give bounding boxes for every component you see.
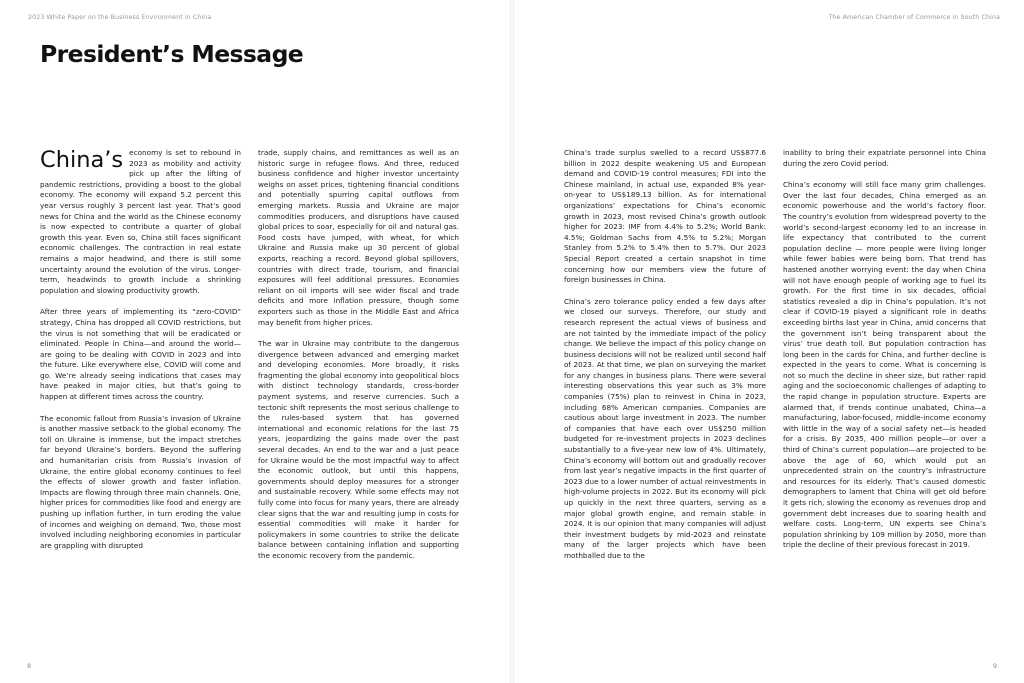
paragraph: trade, supply chains, and remittances as well as an historic surge in refugee flows. And three, reduced business confidence and higher investor uncertainty weighs on asset prices, tightening financial conditions and potentially spurring capital outflows from emerging markets. Russia and Ukraine are major commodities producers, and disruptions have caused global prices to soar, especially for oil and natural gas. Food costs have jumped, with wheat, for which Ukraine and Russia make up 30 percent of global exports, reaching a record. Beyond global spillovers, countries with direct trade, tourism, and financial exposures will feel additional pressures. Economies reliant on oil imports will see wider fiscal and trade deficits and more inflation pressure, though some exporters such as those in the Middle East and Africa may benefit from higher prices. — [258, 148, 459, 327]
paragraph-text: economy is set to rebound in 2023 as mobility and activity pick up after the lifting of pandemic restrictions, providing a boost to the global economy. The economy will expand 5.2 percent this year versus roughly 3 percent last year. That’s good news for China and the world as the Chinese economy is now expected to contribute a quarter of global growth this year. Even so, China still faces significant economic challenges. The contraction in real estate remains a major headwind, and there is still some uncertainty around the evolution of the virus. Longer-term, headwinds to growth include a shrinking population and slowing productivity growth. — [40, 148, 241, 295]
paragraph: The economic fallout from Russia’s invasion of Ukraine is another massive setback to the global economy. The toll on Ukraine is immense, but the impact stretches far beyond Ukraine’s borders. Beyond the suffering and humanitarian crisis from Russia’s invasion of Ukraine, the entire global economy continues to feel the effects of slower growth and faster inflation. Impacts are flowing through three main channels. One, higher prices for commodities like food and energy are pushing up inflation further, in turn eroding the value of incomes and weighing on demand. Two, those most involved including neighboring economies in particular are grappling with disrupted — [40, 413, 241, 550]
paragraph: After three years of implementing its “zero-COVID” strategy, China has dropped all COVID restrictions, but the virus is not something that will be eradicated or eliminated. People in China—and around the world—are going to be dealing with COVID in 2023 and into the future. Like everywhere else, COVID will come and go. We’re already seeing indications that cases may have peaked in major cities, but that’s going to happen at different times across the country. — [40, 307, 241, 402]
running-header-right: The American Chamber of Commerce in South China — [828, 14, 1000, 21]
page-title: President’s Message — [40, 40, 304, 68]
left-page — [0, 0, 510, 683]
page-number-right: 9 — [992, 662, 997, 670]
text-column-4 — [783, 148, 986, 562]
running-header-left: 2023 White Paper on the Business Environment in China — [28, 14, 212, 21]
paragraph: China’s zero tolerance policy ended a few days after we closed our surveys. Therefore, our study and research represent the actual views of business and are not tainted by the immediate impact of the policy change. We believe the impact of this policy change on business decisions will not be realized until second half of 2023. At that time, we plan on surveying the market for any changes in business plans. There were several interesting observations this year such as 3% more companies (75%) plan to reinvest in China in 2023, including 68% American companies. Companies are cautious about large investment in 2023. The number of companies that have each over US$250 million budgeted for re-investment projects in 2023 declines substantially to a five-year new low of 4%. Ultimately, China’s economy will bottom out and gradually recover from last year’s negative impacts in the first quarter of 2023 due to a lower number of actual reinvestments in high-volume projects in 2022. But its economy will pick up quickly in the next three quarters, serving as a major global growth engine, and remain stable in 2024. It is our opinion that many companies will adjust their investment budgets by mid-2023 and reinstate many of the larger projects which have been mothballed due to the — [564, 296, 766, 560]
paragraph: China’s economy will still face many grim challenges. Over the last four decades, China emerged as an economic powerhouse and the world’s factory floor. The country’s evolution from widespread poverty to the world’s second-largest economy led to an increase in life expectancy that contributed to the current population decline — more people were living longer while fewer babies were being born. That trend has hastened another worrying event: the day when China will not have enough people of working age to fuel its growth. For the first time in six decades, official statistics revealed a dip in China’s population. It’s not clear if COVID-19 played a significant role in deaths exceeding births last year in China, amid concerns that the government isn’t being transparent about the virus’ true death toll. But population contraction has long been in the cards for China, and further decline is expected in the years to come. What is concerning is not so much the decline in sheer size, but rather rapid aging and the socioeconomic challenges of adapting to the rapid change in population structure. Experts are alarmed that, if trends continue unabated, China—a manufacturing, labor-focused, middle-income economy with little in the way of a social safety net—is headed for a crisis. By 2035, 400 million people—or over a third of China’s current population—are projected to be above the age of 60, which would put an unprecedented strain on the country’s infrastructure and resources for its elderly. That’s caused domestic demographers to lament that China will get old before it gets rich, slowing the economy as revenues drop and government debt increases due to soaring health and welfare costs. Long-term, UN experts see China’s population shrinking by 109 million by 2050, more than triple the decline of their previous forecast in 2019. — [783, 180, 986, 550]
text-column-1 — [40, 148, 241, 562]
paragraph: inability to bring their expatriate personnel into China during the zero Covid period. — [783, 148, 986, 168]
paragraph: China’s trade surplus swelled to a record US$877.6 billion in 2022 despite weakening US and European demand and COVID-19 control measures; FDI into the Chinese mainland, in actual use, expanded 8% year-on-year to US$189.13 billion. As for international organizations’ expectations for China’s economic growth in 2023, most revised China’s growth outlook higher for 2023: IMF from 4.4% to 5.2%; World Bank: 4.5%; Goldman Sachs from 4.5% to 5.2%; Morgan Stanley from 5.2% to 5.4% then to 5.7%. Our 2023 Special Report created a certain snapshot in time concerning how our members view the future of foreign businesses in China. — [564, 148, 766, 285]
page-number-left: 8 — [27, 662, 32, 670]
text-column-3 — [564, 148, 766, 573]
drop-cap-word: China’s — [40, 147, 124, 173]
text-column-2 — [258, 148, 459, 573]
paragraph — [40, 148, 241, 296]
paragraph: The war in Ukraine may contribute to the dangerous divergence between advanced and emerging market and developing economies. More broadly, it risks fragmenting the global economy into geopolitical blocs with distinct technology standards, cross-border payment systems, and reserve currencies. Such a tectonic shift represents the most serious challenge to the rules-based system that has governed international and economic relations for the last 75 years, jeopardizing the gains made over the past several decades. An end to the war and a just peace for Ukraine would be the most impactful way to affect the economic outlook, but until this happens, governments should deploy measures for a stronger and sustainable recovery. While some effects may not fully come into focus for many years, there are already clear signs that the war and resulting jump in costs for essential commodities will make it harder for policymakers in some countries to strike the delicate balance between containing inflation and supporting the economic recovery from the pandemic. — [258, 339, 459, 560]
right-page — [514, 0, 1024, 683]
